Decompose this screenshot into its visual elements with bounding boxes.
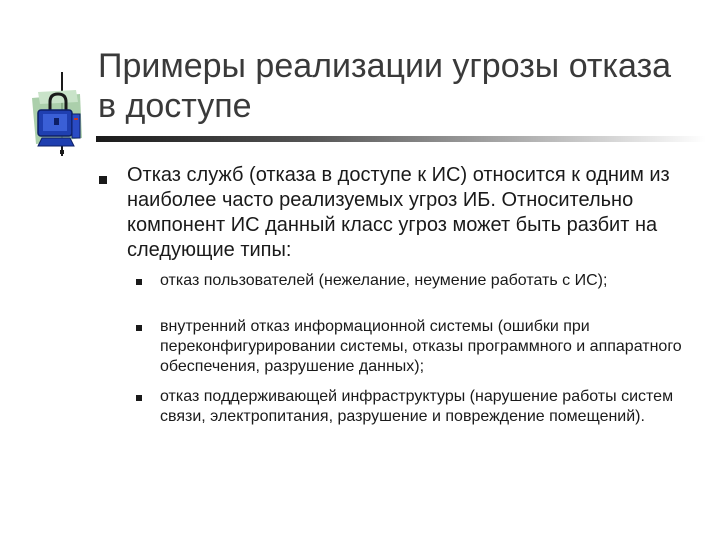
main-bullet-text: Отказ служб (отказа в доступе к ИС) относится к одним из наиболее часто реализуемых угроз ИБ. Относительно компонент ИС данный класс угроз может быть разбит на следующие типы: (127, 164, 670, 261)
title-line-2: в доступе (98, 87, 252, 125)
sub-bullet-3: отказ поддерживающей инфраструктуры (нарушение работы систем связи, электропитания, разрушение и повреждение помещений). (160, 388, 674, 425)
decorative-dot (60, 150, 64, 154)
sub-bullet-1: отказ пользователей (нежелание, неумение работать с ИС); (160, 272, 608, 289)
sub-bullet-marker (136, 325, 142, 331)
title-underline (96, 136, 706, 142)
slide-title (98, 46, 708, 126)
computer-with-padlock-icon (28, 88, 86, 150)
sub-bullet-marker (136, 395, 142, 401)
sub-bullet-marker (136, 279, 142, 285)
bullet-marker (99, 176, 107, 184)
sub-bullet-2: внутренний отказ информационной системы (ошибки при переконфигурировании системы, отказы программного и аппаратного обеспечения, разрушение данных); (160, 318, 682, 375)
title-line-1: Примеры реализации угрозы отказа (98, 47, 672, 85)
